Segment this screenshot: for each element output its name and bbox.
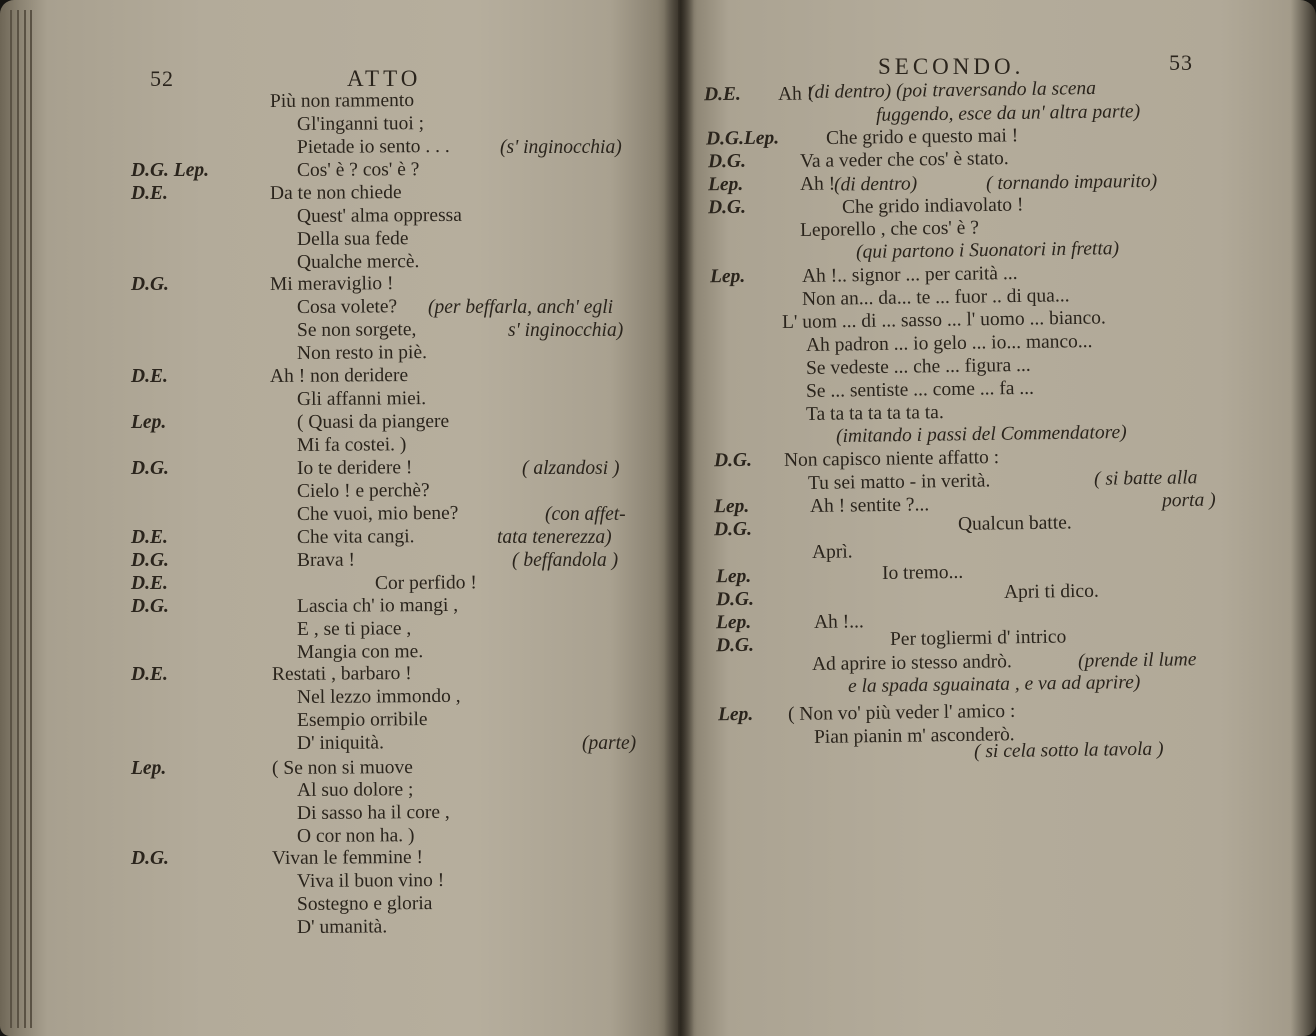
stage-direction: (s' inginocchia) — [500, 137, 622, 158]
page-edge-decoration — [10, 10, 12, 1028]
verse-line: L' uom ... di ... sasso ... l' uomo ... bianco. — [781, 307, 1106, 333]
verse-line: Ah ! sentite ?... — [809, 494, 930, 517]
verse-line: D' umanità. — [296, 916, 388, 938]
speaker-label: D.E. — [131, 573, 168, 594]
stage-direction: fuggendo, esce da un' altra parte) — [875, 101, 1141, 126]
verse-line: Esempio orribile — [296, 709, 428, 731]
verse-line: Mi fa costei. ) — [296, 434, 407, 456]
speaker-label: Lep. — [131, 758, 167, 779]
speaker-label: D.G. — [713, 518, 753, 541]
verse-line: Qualche mercè. — [296, 251, 420, 273]
stage-direction: e la spada sguainata , e va ad aprire) — [847, 671, 1141, 698]
verse-line: Lascia ch' io mangi , — [296, 594, 459, 617]
stage-direction: (con affet- — [545, 504, 626, 525]
speaker-label: D.G.Lep. — [705, 127, 780, 150]
speaker-label: D.G. — [131, 274, 169, 295]
stage-direction: (di dentro) — [833, 173, 918, 196]
verse-line: Io te deridere ! — [296, 457, 413, 479]
page-number: 52 — [150, 66, 174, 91]
speaker-label: Lep. — [713, 495, 750, 518]
stage-direction: (di dentro) (poi traversando la scena — [807, 77, 1097, 104]
page-number: 53 — [1169, 50, 1193, 75]
verse-line: Ah ! — [777, 83, 814, 105]
page-edge-decoration — [30, 10, 32, 1028]
verse-line: Non capisco niente affatto : — [783, 446, 1000, 471]
speaker-label: Lep. — [715, 565, 752, 588]
stage-direction: ( beffandola ) — [512, 550, 619, 571]
verse-line: ( Quasi da piangere — [296, 410, 450, 433]
speaker-label: Lep. — [709, 265, 746, 288]
verse-line: Aprì. — [811, 541, 853, 563]
speaker-label: D.E. — [131, 527, 168, 548]
verse-line: Nel lezzo immondo , — [296, 685, 461, 708]
speaker-label: D.G. — [131, 458, 169, 479]
running-head: ATTO — [347, 66, 422, 91]
verse-line: Qualcun batte. — [957, 512, 1072, 535]
stage-direction: (prende il lume — [1077, 649, 1197, 672]
running-head: SECONDO. — [878, 54, 1025, 79]
speaker-label: D.G. Lep. — [131, 160, 209, 181]
stage-direction: (parte) — [582, 733, 637, 754]
speaker-label: D.E. — [131, 183, 168, 204]
right-page — [678, 0, 1316, 1036]
verse-line: Brava ! — [296, 549, 356, 571]
verse-line: Vivan le femmine ! — [271, 846, 424, 869]
stage-direction: (qui partono i Suonatori in fretta) — [855, 238, 1120, 263]
verse-line: Della sua fede — [296, 228, 409, 250]
speaker-label: Lep. — [715, 611, 752, 634]
verse-line: Restati , barbaro ! — [271, 663, 412, 685]
verse-line: Che vita cangi. — [296, 526, 415, 548]
speaker-label: D.G. — [715, 588, 755, 611]
verse-line: Quest' alma oppressa — [296, 204, 462, 227]
stage-direction: ( si batte alla — [1093, 467, 1198, 490]
verse-line: Ah ! — [799, 173, 836, 195]
verse-line: Da te non chiede — [269, 182, 402, 204]
speaker-label: D.G. — [131, 550, 169, 571]
verse-line: Ta ta ta ta ta ta ta. — [805, 402, 944, 425]
verse-line: Che grido indiavolato ! — [841, 194, 1024, 218]
page-edge-decoration — [24, 10, 26, 1028]
verse-line: O cor non ha. ) — [296, 825, 415, 847]
verse-line: Viva il buon vino ! — [296, 869, 445, 892]
speaker-label: D.G. — [715, 634, 755, 657]
stage-direction: porta ) — [1161, 489, 1216, 512]
verse-line: Se non sorgete, — [296, 319, 417, 341]
verse-line: D' iniquità. — [296, 732, 384, 754]
verse-line: Di sasso ha il core , — [296, 801, 450, 824]
verse-line: Per togliermi d' intrico — [889, 626, 1067, 650]
speaker-label: Lep. — [717, 703, 754, 726]
speaker-label: D.G. — [707, 196, 747, 219]
page-edge-decoration — [17, 10, 19, 1028]
verse-line: Tu sei matto - in verità. — [807, 470, 991, 494]
stage-direction: (imitando i passi del Commendatore) — [835, 421, 1127, 448]
stage-direction: ( tornando impaurito) — [985, 170, 1158, 195]
speaker-label: Lep. — [131, 412, 167, 433]
verse-line: Pian pianin m' asconderò. — [813, 724, 1015, 748]
verse-line: Va a veder che cos' è stato. — [799, 148, 1009, 172]
verse-line: Non an... da... te ... fuor .. di qua... — [801, 285, 1070, 310]
verse-line: Al suo dolore ; — [296, 779, 414, 801]
verse-line: Cor perfido ! — [374, 572, 477, 594]
verse-line: Ah !... — [813, 611, 864, 633]
speaker-label: D.E. — [131, 664, 168, 685]
verse-line: Cos' è ? cos' è ? — [296, 159, 420, 181]
verse-line: Che grido e questo mai ! — [825, 125, 1019, 149]
speaker-label: D.G. — [713, 449, 753, 472]
speaker-label: Lep. — [707, 173, 744, 196]
speaker-label: D.G. — [131, 596, 169, 617]
verse-line: Più non rammento — [269, 89, 415, 112]
verse-line: Se vedeste ... che ... figura ... — [805, 354, 1031, 379]
verse-line: Ad aprire io stesso andrò. — [811, 651, 1012, 675]
speaker-label: D.E. — [703, 83, 741, 106]
verse-line: Se ... sentiste ... come ... fa ... — [805, 377, 1035, 402]
stage-direction: tata tenerezza) — [497, 527, 612, 548]
speaker-label: D.G. — [131, 848, 169, 869]
verse-line: Cielo ! e perchè? — [296, 480, 430, 502]
speaker-label: D.E. — [131, 366, 168, 387]
verse-line: Sostegno e gloria — [296, 893, 433, 915]
verse-line: Ah !.. signor ... per carità ... — [801, 262, 1018, 287]
stage-direction: ( alzandosi ) — [522, 458, 620, 479]
verse-line: ( Non vo' più veder l' amico : — [787, 700, 1016, 725]
verse-line: Ah padron ... io gelo ... io... manco... — [805, 331, 1093, 356]
verse-line: Gl'inganni tuoi ; — [296, 113, 425, 135]
verse-line: Apri ti dico. — [1003, 580, 1099, 603]
verse-line: Gli affanni miei. — [296, 388, 427, 410]
verse-line: Ah ! non deridere — [269, 365, 409, 387]
verse-line: Che vuoi, mio bene? — [296, 502, 459, 525]
verse-line: ( Se non si muove — [271, 757, 413, 779]
verse-line: Mi meraviglio ! — [269, 273, 394, 295]
verse-line: Cosa volete? — [296, 296, 398, 318]
verse-line: E , se ti piace , — [296, 618, 412, 640]
speaker-label: D.G. — [707, 150, 747, 173]
stage-direction: (per beffarla, anch' egli — [428, 297, 614, 318]
verse-line: Non resto in piè. — [296, 342, 428, 364]
stage-direction: ( si cela sotto la tavola ) — [973, 738, 1164, 763]
stage-direction: s' inginocchia) — [508, 320, 624, 341]
verse-line: Leporello , che cos' è ? — [799, 217, 980, 241]
verse-line: Mangia con me. — [296, 641, 424, 663]
verse-line: Pietade io sento . . . — [296, 135, 450, 158]
verse-line: Io tremo... — [881, 561, 964, 584]
